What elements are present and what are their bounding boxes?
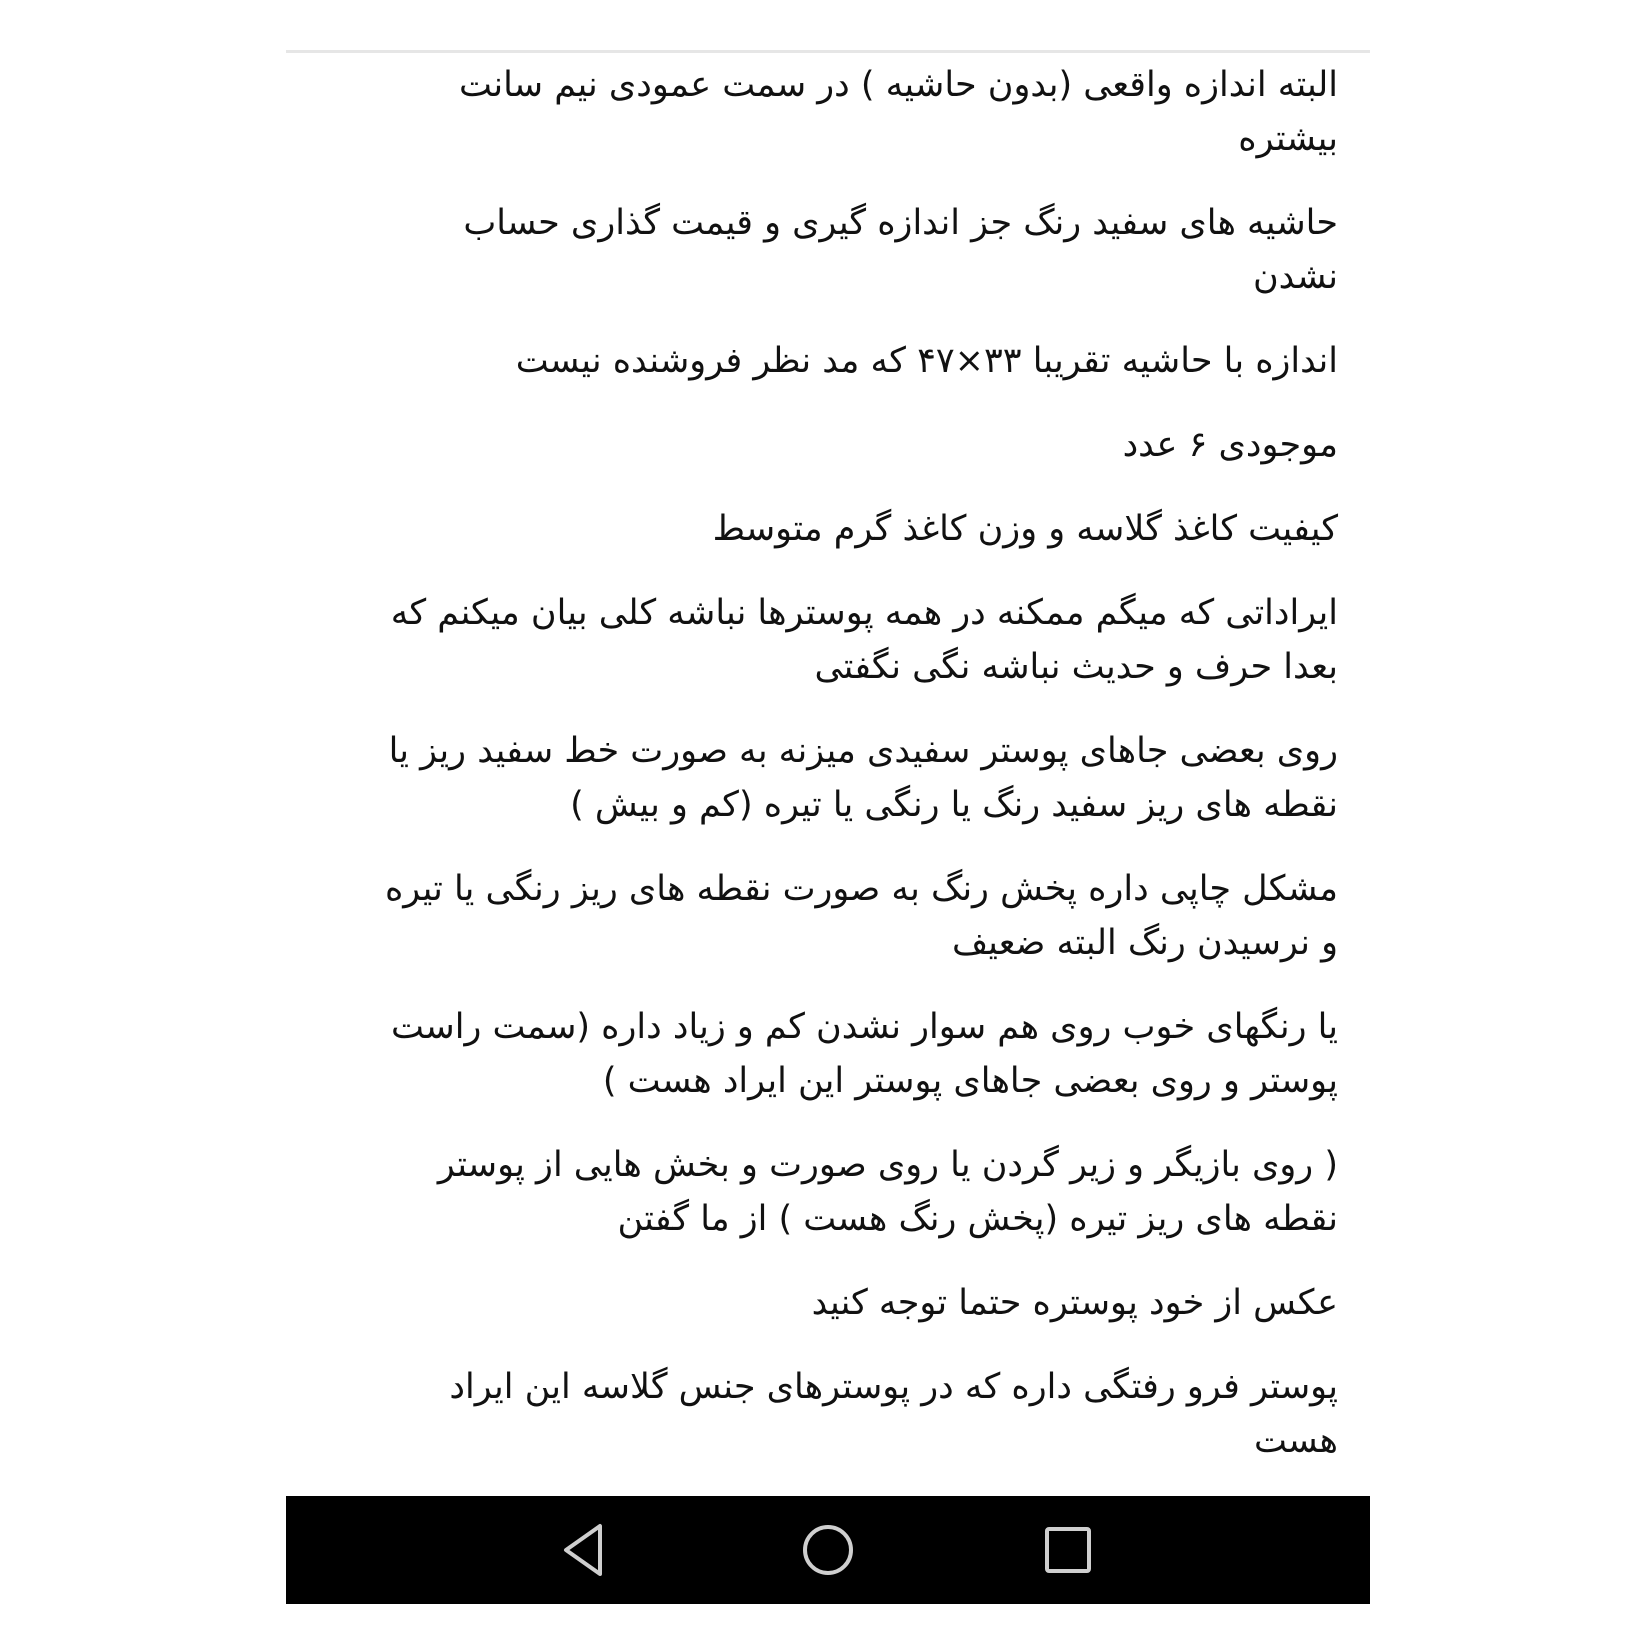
paragraph-size-with-margin: اندازه با حاشیه تقریبا ۳۳×۴۷ که مد نظر فروشنده نیست xyxy=(515,341,1338,381)
paragraph-paper-quality: کیفیت کاغذ گلاسه و وزن کاغذ گرم متوسط xyxy=(712,509,1338,549)
phone-screen xyxy=(286,50,1370,1604)
paragraph-color-registration: یا رنگهای خوب روی هم سوار نشدن کم و زیاد داره (سمت راست پوستر و روی بعضی جاهای پوستر این ایراد هست ) xyxy=(391,1007,1338,1101)
paragraph-print-problem: مشکل چاپی داره پخش رنگ به صورت نقطه های ریز رنگی یا تیره و نرسیدن رنگ البته ضعیف xyxy=(384,869,1338,963)
home-circle-icon xyxy=(796,1518,860,1582)
home-button[interactable] xyxy=(796,1518,860,1582)
paragraph-dark-dots: ( روی بازیگر و زیر گردن یا روی صورت و بخش هایی از پوستر نقطه های ریز تیره (پخش رنگ هست ) از ما گفتن xyxy=(437,1145,1338,1239)
recents-button[interactable] xyxy=(1036,1518,1100,1582)
back-triangle-icon xyxy=(554,1518,618,1582)
paragraph-dents: پوستر فرو رفتگی داره که در پوسترهای جنس گلاسه این ایراد هست xyxy=(449,1367,1338,1461)
paragraph-white-margins: حاشیه های سفید رنگ جز اندازه گیری و قیمت گذاری حساب نشدن xyxy=(463,203,1338,297)
paragraph-actual-size: البته اندازه واقعی (بدون حاشیه ) در سمت عمودی نیم سانت بیشتره xyxy=(458,65,1338,159)
recents-square-icon xyxy=(1036,1518,1100,1582)
back-button[interactable] xyxy=(554,1518,618,1582)
paragraph-white-spots: روی بعضی جاهای پوستر سفیدی میزنه به صورت خط سفید ریز یا نقطه های ریز سفید رنگ یا رنگی یا تیره (کم و بیش ) xyxy=(388,731,1338,825)
paragraph-defects-intro: ایراداتی که میگم ممکنه در همه پوسترها نباشه کلی بیان میکنم که بعدا حرف و حدیث نباشه نگی نگفتی xyxy=(390,593,1338,687)
paragraph-stock: موجودی ۶ عدد xyxy=(1122,425,1338,465)
paragraph-see-photo: عکس از خود پوستره حتما توجه کنید xyxy=(811,1283,1338,1323)
top-divider xyxy=(286,50,1370,53)
description-text xyxy=(378,58,1338,1582)
navigation-bar xyxy=(286,1496,1370,1604)
